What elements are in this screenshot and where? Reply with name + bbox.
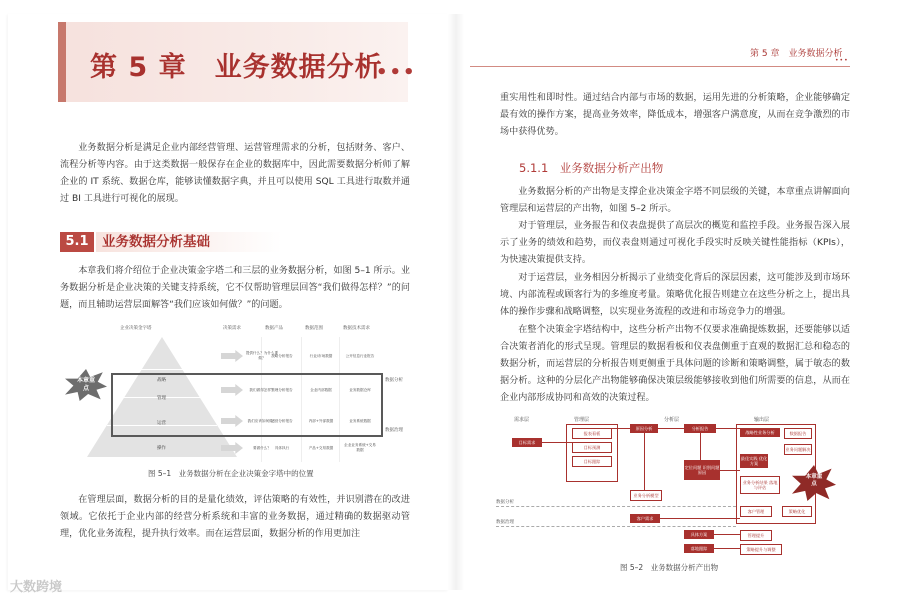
col-header-4: 数据技术需求: [343, 326, 370, 331]
figure-5-1-caption: 图 5–1 业务数据分析在企业决策金字塔中的位置: [148, 469, 314, 478]
running-head-rule: [470, 66, 850, 67]
flow-arrow: [542, 442, 572, 443]
book-gutter: [448, 14, 464, 590]
table-cell: 我们应该如何做？: [247, 418, 277, 423]
lane-header-output: 输出层: [754, 417, 770, 423]
flow-box-bottom: 落地跟踪: [684, 544, 714, 553]
flow-arrow: [714, 534, 740, 535]
table-cell: 产品+交易数据: [308, 445, 334, 450]
section-paragraph: 本章我们将介绍位于企业决策金字塔二和三层的业务数据分析，如图 5–1 所示。业务数据分析是企业决策的关键支持系统，它不仅帮助管理层回答“我们做得怎样？”的问题，而且辅助运营层面解答“我们应该如何做？”的问题。: [60, 266, 410, 310]
table-cell: 提供什么？为什么要做？: [245, 351, 279, 360]
flow-arrow: [658, 428, 684, 429]
focus-frame: [111, 373, 383, 437]
table-cell: 公开信息行业报告: [345, 353, 375, 358]
table-cell: 我们做得怎样？: [249, 387, 275, 392]
pyramid-layer-execution: 操作: [157, 446, 166, 451]
running-head-dots: •••: [835, 57, 849, 64]
figure-5-2: [496, 410, 851, 560]
flow-box-process: 业务分析模型: [630, 490, 662, 501]
pyramid-layer-management: 管理: [157, 396, 166, 401]
intro-paragraph: 业务数据分析是满足企业内部经营管理、运营管理需求的分析，包括财务、客户、流程分析等内容。由于这类数据一般保存在企业的数据库中，因此需要数据分析师了解企业的 IT 系统、数据仓库，能够读懂数据字典，并且可以使用 SQL 工具进行取数并通过 BI 工具进行可视化的展现。: [60, 143, 410, 204]
flow-arrow: [644, 433, 645, 490]
flow-box-bottom-output: 策略提升与调整: [740, 544, 782, 555]
flow-box-mgmt: 报表看板: [572, 428, 612, 439]
flow-box-output: 策略优化: [782, 506, 812, 517]
paragraph-3: 对于运营层，业务相因分析揭示了业绩变化背后的深层因素，这可能涉及到市场环境、内部流程或顾客行为的多维度考量。策略优化报告则建立在这些分析之上，提出具体的操作步骤和战略调整，以实现业务流程的改进和市场竞争力的增强。: [500, 273, 850, 317]
pyramid-divider: [137, 369, 187, 370]
flow-arrow: [700, 433, 701, 460]
table-cell: 业务数据仓库: [349, 387, 371, 392]
flow-box-need: 目标需求: [512, 438, 542, 447]
col-header-3: 数据范围: [305, 326, 323, 331]
subsection-title: 5.1.1 业务数据分析产出物: [519, 161, 664, 175]
table-cell: 内部+外部数据: [308, 418, 334, 423]
lane-divider: [496, 526, 736, 527]
table-cell: 行业/市场数据: [309, 353, 333, 358]
col-header-1: 决策需求: [223, 326, 241, 331]
flow-arrow: [610, 428, 630, 429]
section-number: 5.1: [60, 232, 94, 252]
flow-box-analysis: 分析报告: [684, 424, 716, 433]
flow-box-output: 战略性业务分析: [740, 428, 780, 437]
table-cell: 战略分析报告: [271, 353, 293, 358]
flow-box-output: 业务问题解决: [784, 444, 812, 455]
figure-5-2-caption: 图 5–2 业务数据分析产出物: [620, 563, 719, 572]
flow-box-output: 客户需求: [630, 514, 660, 523]
table-cell: 具体执行: [274, 445, 290, 450]
pyramid-layer-operation: 运营: [157, 421, 166, 426]
flow-box-mgmt: 目标预测: [572, 442, 612, 453]
table-cell: 企业业务系统+交易数据: [344, 443, 376, 452]
side-label-analysis: 数据分析: [385, 378, 403, 383]
flow-box-bottom: 具体方案: [684, 530, 714, 539]
flow-arrow: [660, 518, 740, 519]
pyramid-header: 企业决策金字塔: [120, 326, 152, 331]
flow-arrow: [720, 470, 740, 471]
focus-star-label: 本章重点: [76, 377, 95, 392]
flow-box-output: 最佳实践 优化方案: [740, 456, 768, 466]
table-cell: 企业内部数据: [310, 387, 332, 392]
watermark-logo: 大数跨境: [10, 580, 63, 595]
lane-header-need: 需求层: [514, 417, 530, 423]
flow-arrow: [714, 548, 740, 549]
bottom-paragraph: 在管理层面，数据分析的目的是量化绩效，评估策略的有效性，并识别潜在的改进领域。它依托于企业内部的经营分析系统和丰富的业务数据，通过精确的数据驱动管理，优化业务流程，提升执行效率。而在运营层面，数据分析的作用更加注: [60, 495, 410, 539]
flow-box-output: 数据报告: [784, 428, 812, 439]
flow-box-mgmt: 目标跟踪: [572, 456, 612, 467]
side-label-governance: 数据治理: [385, 428, 403, 433]
continued-paragraph: 重实用性和即时性。通过结合内部与市场的数据，运用先进的分析策略，企业能够确定最有效的操作方案，提高业务效率，降低成本，增强客户满意度，从而在竞争激烈的市场中获得优势。: [500, 93, 850, 137]
lane-header-analysis: 分析层: [664, 417, 680, 423]
flow-box-analysis: 原因分析: [630, 424, 658, 433]
focus-star-label: 本章重点: [805, 474, 823, 487]
pyramid-layer-strategy: 战略: [157, 378, 166, 383]
side-label-governance: 数据治理: [496, 520, 514, 525]
paragraph-1: 业务数据分析的产出物是支撑企业决策金字塔不同层级的关键，本章重点讲解面向管理层和运营层的产出物，如图 5–2 所示。: [500, 187, 850, 214]
chapter-dots: •••: [376, 62, 417, 83]
running-head: 第 5 章 业务数据分析: [750, 49, 843, 59]
paragraph-4: 在整个决策金字塔结构中，这些分析产出物不仅要求准确提炼数据，还要能够以适合决策者消化的形式呈现。管理层的数据看板和仪表盘侧重于直观的数据汇总和稳态的数据分析，而运营层的分析报告则更侧重于具体问题的诊断和策略调整，属于敏态的数据分析。这种的分层化产出物能够确保决策层级能够接收到他们所需要的信息，从而在企业内部形成协同和高效的决策过程。: [500, 325, 850, 403]
table-cell: 运营分析报告: [271, 418, 293, 423]
col-header-2: 数据产品: [265, 326, 283, 331]
figure-5-1: [65, 325, 410, 465]
flow-arrow: [716, 428, 740, 429]
flow-box-bottom-output: 管理提升: [740, 530, 772, 541]
lane-header-management: 管理层: [574, 417, 590, 423]
lane-divider: [496, 506, 736, 507]
paragraph-2: 对于管理层，业务报告和仪表盘提供了高层次的概览和监控手段。业务报告深入展示了业务的绩效和趋势，而仪表盘则通过可视化手段实时反映关键性能指标（KPIs），为快速决策提供支持。: [500, 221, 850, 265]
table-cell: 业务系统数据: [349, 418, 371, 423]
section-title: 业务数据分析基础: [96, 232, 282, 252]
table-cell: 要做什么？: [253, 445, 271, 450]
side-label-analysis: 数据分析: [496, 500, 514, 505]
chapter-title: 第 5 章 业务数据分析: [90, 52, 383, 83]
flow-box-analysis: 定位问题 识别问题原因: [684, 460, 720, 480]
flow-box-output: 业务分析结果 落地与评估: [740, 476, 780, 494]
table-cell: 管理分析报告: [271, 387, 293, 392]
flow-box-output: 客户管理: [740, 506, 772, 517]
